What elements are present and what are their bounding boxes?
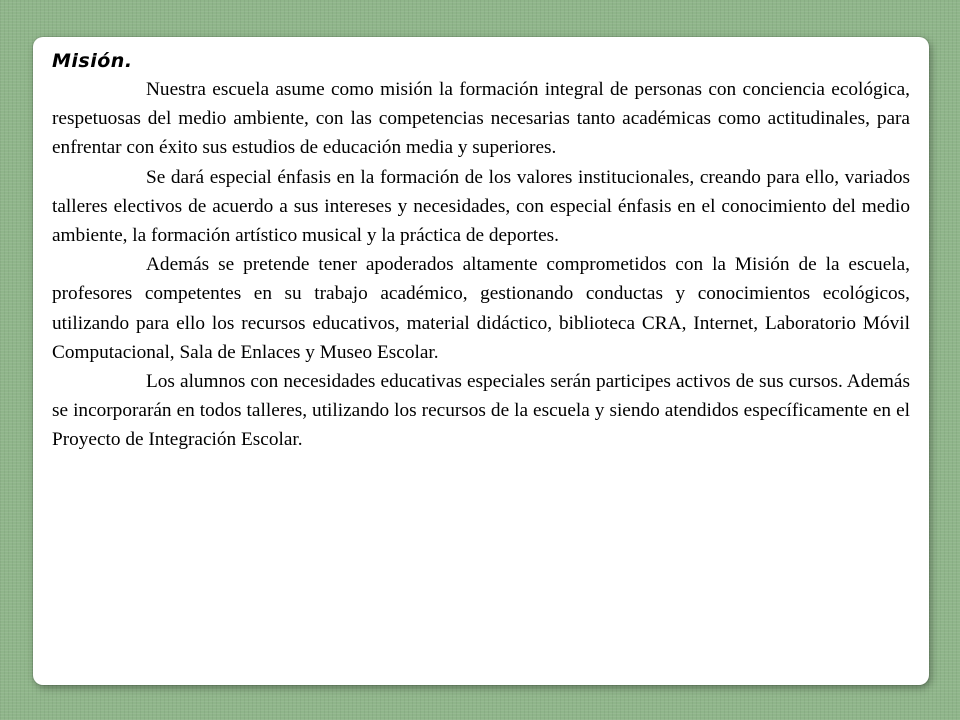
- mission-title: Misión.: [52, 50, 133, 72]
- slide-content: [52, 47, 910, 455]
- slide-card: [33, 37, 929, 685]
- mission-paragraph-1: Nuestra escuela asume como misión la formación integral de personas con conciencia ecológica, respetuosas del medio ambiente, con las competencias necesarias tanto académicas como actitudinales, para enfrentar con éxito sus estudios de educación media y superiores.: [52, 79, 910, 159]
- mission-paragraph-4: Los alumnos con necesidades educativas especiales serán participes activos de sus cursos. Además se incorporarán en todos talleres, utilizando los recursos de la escuela y siendo atendidos específicamente en el Proyecto de Integración Escolar.: [52, 371, 910, 451]
- mission-paragraph-3: Además se pretende tener apoderados altamente comprometidos con la Misión de la escuela, profesores competentes en su trabajo académico, gestionando conductas y conocimientos ecológicos, utilizando para ello los recursos educativos, material didáctico, biblioteca CRA, Internet, Laboratorio Móvil Computacional, Sala de Enlaces y Museo Escolar.: [52, 254, 910, 363]
- mission-paragraph-2: Se dará especial énfasis en la formación de los valores institucionales, creando para ello, variados talleres electivos de acuerdo a sus intereses y necesidades, con especial énfasis en el conocimiento del medio ambiente, la formación artístico musical y la práctica de deportes.: [52, 166, 910, 247]
